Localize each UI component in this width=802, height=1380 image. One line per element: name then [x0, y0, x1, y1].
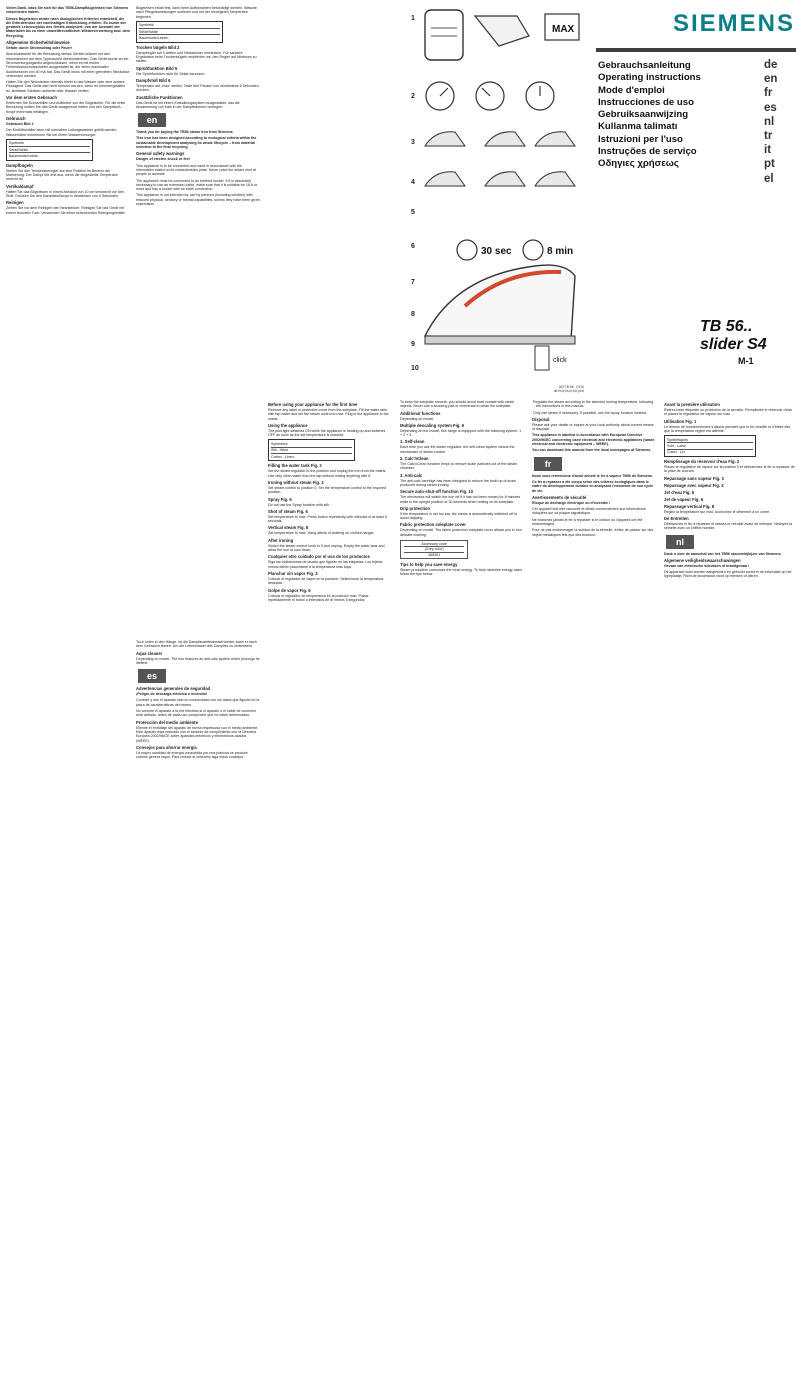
en-bullet: Only use steam if necessary. If possible, use the spray function instead. [533, 410, 647, 415]
header-rule [596, 48, 796, 52]
en-safety: This appliance is to be connected and used in accordance with the information stated on its characteristics plate. Never point the steam shot at people or animals. [136, 163, 256, 177]
timer-30-label: 30 sec [481, 246, 512, 257]
en-self-text: Each time you use the steam regulator, the self-clean system cleans the mechanism of steam control. [400, 445, 515, 454]
en-calc-text: The Calc'nClean function helps to remove scale particles out of the steam chamber. [400, 462, 518, 471]
en-drip-text: If the temperature is set too low, the steam is automatically switched off to avoid dripping. [400, 511, 518, 521]
vertical-text: Halten Sie das Bügeleisen in einem Abstand von 10 cm senkrecht vor den Stoff. Drücken Sie den Dampfstoßknopf in Abständen von 5 Sekunden. [6, 189, 124, 198]
lang-pt[interactable]: pt [764, 158, 775, 171]
lang-fr[interactable]: fr [764, 87, 773, 100]
fabric-row: Silk - Wool [271, 448, 352, 454]
model-name [700, 318, 800, 354]
es-heading-care: Cualquier otro cuidado por el uso de los productos [268, 554, 370, 560]
en-heading-tips: Tips to help you save energy [400, 561, 458, 567]
fabric-table [6, 139, 93, 161]
fabric-row: Seide/Wolle [9, 147, 90, 153]
column-3 [136, 640, 260, 1374]
text-block: Bügeleisen erkalt fest, kann beim Aufbewahren beschädigt werden. Wasche nach Pflegeanweisungen sortieren und mit der niedrigsten Temperatur beginnen. [136, 6, 257, 19]
fr-heading-use: Utilisation Fig. 1 [664, 418, 697, 424]
fabric-row: Baumwolle/Leinen [139, 35, 169, 40]
fr-heading-fill: Remplissage du réservoir d'eau Fig. 2 [664, 459, 740, 465]
fig-number-9: 9 [411, 341, 415, 348]
nl-warning: Gevaar van elektrische schokken of brandgevaar! [664, 563, 749, 568]
fr-heading-care: De Entretien [664, 515, 689, 521]
es-warning: ¡Peligro de descarga eléctrica o incendio! [136, 692, 208, 697]
fabric-table [136, 21, 223, 43]
title-es: Instrucciones de uso [598, 96, 694, 108]
en-heading-dry: Ironing without steam Fig. 3 [268, 479, 324, 485]
safety-text-2: Halten Sie den Netzstecker niemals direkt in das Wasser oder eine andere Flüssigkeit. Das Gerät darf nicht benutzt werden, wenn es heruntergefallen ist, sichtbare Schäden aufweist oder Wasser verliert. [6, 80, 126, 93]
fr-fill-text: Placez le régulateur de vapeur sur la position 0 et débranchez le fer à repasser de la prise de courant. [664, 465, 795, 474]
en-fill-text: Set the steam regulator to the position and unplug the iron from the mains. Use only clean water from the tap without mixing anything with it. [268, 469, 387, 478]
en-heading-calc: 2. Calc'nClean [400, 456, 429, 462]
heading-steam: Dampfbügeln [6, 162, 33, 168]
heading-functions: Zusätzliche Funktionen [136, 94, 183, 100]
section-tag-nl: nl [666, 535, 694, 549]
fr-care-text: Débranchez le fer à repasser et laissez-le refroidir avant de nettoyer. Nettoyez la semelle avec un chiffon humide. [664, 521, 793, 531]
fr-before-text: Retirez toute étiquette ou protection de la semelle. Remplissez le réservoir d'eau et placez le régulateur de vapeur sur max. [664, 408, 793, 417]
en-heading-secure: Secure auto-shut-off function Fig. 10 [400, 489, 474, 495]
es-text-4: La mayor cantidad de energía consumida por una plancha se produce cuando genera vapor. Para reducir el consumo siga estos consejos. [136, 750, 248, 760]
clean-text: Ziehen Sie vor dem Reinigen den Netzstecker. Reinigen Sie das Gerät mit einem feuchten Tuch. Verwenden Sie keine scheuernden Reinigungsmittel. [6, 206, 126, 215]
lang-en[interactable]: en [764, 73, 778, 86]
heading-before-use: Vor dem ersten Gebrauch [6, 95, 57, 101]
heading-aqua: Aqua cleaner [136, 650, 163, 656]
fig-number-1: 1 [411, 15, 415, 22]
fr-use-text: Le témoin de fonctionnement s'allume pendant que le fer chauffe et s'éteint dès que la température réglée est atteinte. [664, 424, 791, 433]
brand-logo: SIEMENS [672, 10, 795, 37]
en-spray-text: Do not use the Spray function with silk. [268, 502, 330, 507]
title-it: Istruzioni per l'uso [598, 133, 683, 145]
column-5 [400, 400, 524, 1374]
fr-heading-shot: Jet de vapeur Fig. 6 [664, 496, 704, 502]
column-1 [6, 6, 130, 1374]
title-pt: Instruções de serviço [598, 146, 697, 158]
functions-text: Das Gerät ist mit einem Entkalkungssystem ausgestattet, das die Ansammlung von Kalk in der Dampfkammer verringert. [136, 100, 240, 109]
fabric-row: Soie - Laine [667, 443, 753, 449]
title-tr: Kullanma talimatı [598, 121, 678, 133]
en-disposal-text: Please ask your dealer or inquire at your local authority about current means of disposal. [532, 422, 654, 432]
intro-text: Vielen Dank, dass Sie sich für das TB56-Dampfbügeleisen von Siemens entschieden haben. [6, 6, 129, 15]
en-text: To keep the soleplate smooth, you should avoid hard contact with metal objects. Never use a scouring pad or chemicals to clean the soleplate. [400, 400, 514, 409]
en-heading-fill: Filling the water tank Fig. 2 [268, 463, 322, 469]
es-text: Conecte y use el aparato sólo en conformidad con los datos que figuran en la placa de características del mismo. [136, 698, 260, 707]
en-anticalc-text: The anti-calc cartridge has been designed to reduce the build up of scale produced during steam ironing. [400, 478, 516, 487]
en-heading-self: 1. Self-clean [400, 439, 425, 445]
en-warning: Danger of electric shock or fire! [136, 157, 191, 162]
fr-heading-dry: Repassage sans vapeur Fig. 3 [664, 475, 724, 481]
en-fabric-text: Depending on model. The fabric protection soleplate cover allows you to iron delicate clothing. [400, 528, 522, 537]
fig-number-8: 8 [411, 311, 415, 318]
model-line-1: TB 56.. [700, 318, 753, 335]
en-heading-safety: General safety warnings [136, 151, 185, 157]
spray-text: Die Sprühfunktion nicht für Seide benutzen. [136, 71, 206, 76]
es-heading-shot: Golpe de vapor Fig. 6 [268, 587, 311, 593]
en-safety-2: The appliance must be connected to an earthed socket. If it is absolutely necessary to use an extension cable, make sure that it is suitable for 16 A or more and has a socket with an earth connection. [136, 178, 258, 192]
fig-number-4: 4 [411, 179, 415, 186]
fr-heading-before: Avant la première utilisation [664, 402, 720, 407]
fabric-table [664, 435, 756, 457]
lang-el[interactable]: el [764, 172, 774, 185]
fabric-row: Baumwolle/Leinen [9, 153, 39, 158]
fr-heading-vertical: Repassage vertical Fig. 8 [664, 503, 715, 509]
en-heading-after: After ironing [268, 537, 294, 543]
accessory-color: (Grey color) [404, 546, 464, 551]
es-dry-text: Colocar el regulador de vapor en la posición. Seleccionar la temperatura deseada. [268, 576, 384, 586]
use-title: Gebrauch Bild 1 [6, 121, 34, 126]
shot-text: Temperatur auf „max“ stellen. Taste fünf Pausen von mindestens 5 Sekunden drücken. [136, 83, 259, 93]
heading-shot: Dampfstoß Bild 6 [136, 77, 171, 83]
fig-number-7: 7 [411, 279, 415, 286]
fabric-row: Cotton - Linen [271, 454, 294, 459]
en-heading-multi: Multiple descaling system Fig. 9 [400, 422, 464, 428]
title-el: Οδηγιες χρήσεως [598, 158, 679, 170]
title-fr: Mode d'emploi [598, 84, 665, 96]
en-heading-disposal: Disposal [532, 416, 550, 422]
iron-illustration [405, 6, 585, 376]
fr-text: Ce fer à repasser a été conçu selon des critères écologiques dans le cadre du développement durable en analysant l'ensemble de son cycle de vie. [532, 479, 654, 493]
en-intro: Thank you for buying the TB56 steam iron from Siemens. [136, 130, 234, 135]
title-de: Gebrauchsanleitung [598, 60, 691, 71]
en-secure-text: The electronics will switch the iron off if it has not been moved for 8 minutes while in the upright position or 30 seconds when resting on its soleplate. [400, 495, 521, 504]
en-tips-text: Steam production consumes the most energy. To help minimise energy used, follow the tips below. [400, 567, 523, 577]
fabric-row: Synthetik [139, 23, 220, 29]
warning-text: Gefahr durch Stromschlag oder Feuer! [6, 46, 73, 51]
accessory-code-table [400, 540, 468, 559]
en-before-text: Remove any label or protective cover from the soleplate. Fill the water tank with tap water and set the steam control to max. Plug in the appliance to the mains. [268, 408, 389, 421]
fig-number-2: 2 [411, 93, 415, 100]
model-sub: M-1 [738, 356, 754, 366]
section-tag-en: en [138, 113, 166, 127]
before-use-text: Entfernen Sie Schutzfolien und Aufkleber von der Bügelsohle. Für die erste Benutzung sollten Sie das Gerät waagerecht halten und den Dampfstoß-Knopf mehrmals betätigen. [6, 101, 126, 114]
accessory-label: Accessory code [421, 542, 447, 547]
es-heading-safety: Advertencias generales de seguridad [136, 686, 211, 692]
es-text-2: No conecte el aparato a la red eléctrica si el aparato o el cable de conexión está dañado. Antes de cada uso compruebe que no estén deteriorados. [136, 709, 256, 718]
timer-8-label: 8 min [547, 246, 574, 257]
en-after-text: Switch the steam control knob to 0 and unplug. Empty the water tank and allow the iron to cool down. [268, 543, 385, 553]
lang-nl[interactable]: nl [764, 115, 775, 128]
en-safety-3: This appliance is not intended for use by persons (including children) with reduced physical, sensory or mental capabilities, unless they have been given supervision. [136, 193, 260, 207]
en-functions-text: Depending on model. [400, 416, 435, 421]
en-web-text: You can download this manual from the local homepages of Siemens. [532, 448, 652, 453]
heading-dry: Trocken bügeln Bild 2 [136, 44, 180, 50]
section-tag-es: es [138, 669, 166, 683]
title-nl: Gebruiksaanwijzing [598, 109, 689, 121]
title-list [598, 60, 758, 171]
aqua-text: Depending on model. The iron features an anti-calc system which prolongs its lifetime. [136, 656, 260, 665]
safety-text: Anschlusswerte für die Benutzung dieses Geräts müssen mit den Informationen auf dem Typenschild übereinstimmen. Das Gerät wurde an ein Stromversorgungsnetz angeschlossen, wenn es mit einem Fehlerstromschutzschalter ausgestattet ist, der einen maximalen Auslösestrom von 30 mA hat. Das Gerät muss mit einer geerdeten Steckdose verbunden werden. [6, 52, 130, 78]
es-heading-dry: Planchar sin vapor Fig. 3 [268, 570, 318, 576]
en-shot-text: Set temperature to max. Press button repeatedly with intervals of at least 5 seconds. [268, 514, 387, 524]
fabric-table [268, 439, 355, 461]
en-heading-before: Before using your appliance for the first time [268, 402, 358, 407]
en-weee-text: This appliance is labelled in accordance with European Directive 2002/96/EC concerning used electrical and electronic appliances (waste electrical and electronic equipment – WEEE). [532, 433, 655, 447]
fr-vertical-text: Réglez la température sur max. Accrochez le vêtement à un cintre. [664, 509, 771, 514]
es-text-3: Elimine el embalaje del aparato de forma respetuosa con el medio ambiente. Este aparato está marcado con el símbolo de cumplimiento con la Directiva Europea 2002/96/CE sobre aparatos eléctricos y electrónicos usados (WEEE). [136, 725, 259, 743]
es-shot-text: Colocar el regulador de temperatura en la posición max. Pulsar repetidamente el botón a intervalos de al menos 5 segundos. [268, 593, 369, 602]
use-text: Der Einfüllbehälter kann mit normalem Leitungswasser gefüllt werden. Wasserhärte entnehmen Sie bei Ihrem Wasserversorger. [6, 128, 118, 137]
fabric-row: Synthétiques [667, 437, 753, 443]
en-using-text: The pilot light switches ON while the appliance is heating up and switches OFF as soon as the set temperature is reached. [268, 428, 386, 438]
accessory-code: 466061 [404, 552, 464, 557]
en-heading-drip: Drip protection [400, 505, 431, 511]
title-en: Operating instructions [598, 72, 701, 84]
en-dry-text: Set steam control to position 0. Set the temperature control to the required position. [268, 485, 387, 495]
lang-de[interactable]: de [764, 59, 778, 71]
en-heading-spray: Spray Fig. 5 [268, 496, 292, 502]
heading-clean: Reinigen [6, 200, 24, 206]
fabric-row: Synthetics [271, 441, 352, 447]
es-heading-energy: Consejos para ahorrar energía [136, 744, 197, 750]
nl-text: Dit apparaat moet worden aangesloten en gebruikt conform de informatie op het typeplaatje. Richt de stoomstoot nooit op mensen of dieren. [664, 570, 792, 579]
model-line-2: slider S4 [700, 336, 767, 353]
fr-warning: Risque de décharge électrique ou d'incendie ! [532, 500, 611, 505]
heading-vertical: Vertikaldampf [6, 183, 34, 189]
max-label: MAX [552, 24, 575, 35]
en-multi-text: Depending on the model, this range is equipped with the following system: 1 + 2 + 3. [400, 428, 522, 438]
lang-es[interactable]: es [764, 101, 777, 114]
column-4 [268, 400, 392, 1374]
en-heading-vertical: Vertical steam Fig. 8 [268, 525, 309, 531]
document-codes: 002 TB 56.. 10/10 de,en,fr,es,nl,tr,it,pt,el [553, 385, 584, 393]
en-text: This iron has been designed according to ecological criteria within the sustainable development analysing its whole lifecycle – from material selection to the final recycling. [136, 136, 257, 150]
fig-number-6: 6 [411, 243, 415, 250]
fr-heading-spray: Jet d'eau Fig. 5 [664, 489, 695, 495]
fr-intro: Nous vous remercions d'avoir acheté le fer à vapeur TB56 de Siemens. [532, 473, 653, 478]
fabric-row: Coton - Lin [667, 450, 685, 455]
fabric-row: Synthetik [9, 141, 90, 147]
fig-number-5: 5 [411, 209, 415, 216]
intro-text-2: Dieses Bügeleisen wurde nach ökologischen Kriterien entwickelt, die die Erfordernisse der nachhaltigen Entwicklung erfüllen. Es wurde der gesamte Lebenszyklus des Geräts analysiert: von der Auswahl der Materialien bis zu einer umweltfreundlichen Wiederverwertung bzw. dem Recycling. [6, 16, 130, 38]
en-heading-shot: Shot of steam Fig. 6 [268, 508, 308, 514]
nl-heading-safety: Algemene veiligheidswaarschuwingen [664, 557, 741, 563]
column-7 [664, 400, 796, 1374]
language-index [764, 58, 798, 186]
lang-it[interactable]: it [764, 144, 772, 157]
heading-safety: Allgemeine Sicherheitshinweise [6, 40, 70, 46]
fr-heading-steam: Repassage avec vapeur Fig. 4 [664, 482, 724, 488]
fig-number-10: 10 [411, 365, 419, 372]
en-heading-anticalc: 3. Anti-calc [400, 472, 423, 478]
fr-text-4: Pour ne pas endommager la surface de la semelle, évitez de passer sur des objets métalliques tels que des boutons. [532, 528, 654, 537]
en-vertical-text: Set temperature to max. Hang article of clothing on clothes hanger. [268, 531, 375, 536]
en-heading-functions: Additional functions [400, 410, 441, 416]
en-bullet: Regulate the steam according to the selected ironing temperature, following the instructions in this manual. [533, 400, 654, 409]
dry-text: Dampfregler auf 0 stellen und Netzstecker einstecken. Für saubere Ergebnisse beim Trockenbügeln empfehlen wir, den Regler auf Minimum zu stellen. [136, 50, 257, 64]
en-heading-using: Using the appliance [268, 422, 308, 428]
fr-text-3: Ne branchez jamais le fer à repasser si le cordon ou l'appareil ont été endommagés. [532, 517, 643, 527]
heading-use: Gebrauch [6, 115, 26, 121]
es-care-text: Siga las indicaciones de lavado que figuran en las etiquetas. Los tejidos mixtos deben plancharse a la temperatura más baja. [268, 560, 383, 569]
es-heading-env: Protección del medio ambiente [136, 719, 198, 725]
section-tag-fr: fr [534, 457, 562, 471]
click-label: click [553, 357, 567, 364]
fr-heading-safety: Avertissements de sécurité [532, 494, 587, 500]
fr-text-2: Cet appareil doit être raccordé et utilisé conformément aux informations indiquées sur sa plaque signalétique. [532, 507, 646, 516]
column-6 [532, 400, 656, 1374]
steam-text: Stellen Sie den Temperaturregler auf eine Position im Bereich der Markierung. Der Dampf tritt erst aus, wenn die eingestellte Temperatur erreicht ist. [6, 168, 118, 182]
en-heading-fabric: Fabric protection soleplate cover [400, 522, 466, 528]
lang-tr[interactable]: tr [764, 130, 773, 143]
nl-intro: Dank u voor de aanschaf van het TB56 stoomstrijkijzer van Siemens. [664, 551, 782, 556]
fabric-row: Seide/Wolle [139, 29, 220, 35]
text-block: Tuch unten in den Hänge. Ist die Dampfaustrittsanstalt wieder, kann er nach dem Gebrauch leeren. Um die Lebensdauer des Dampfes zu verbessern. [136, 640, 257, 649]
heading-spray: Sprühfunktion Bild 5 [136, 65, 178, 71]
fig-number-3: 3 [411, 139, 415, 146]
